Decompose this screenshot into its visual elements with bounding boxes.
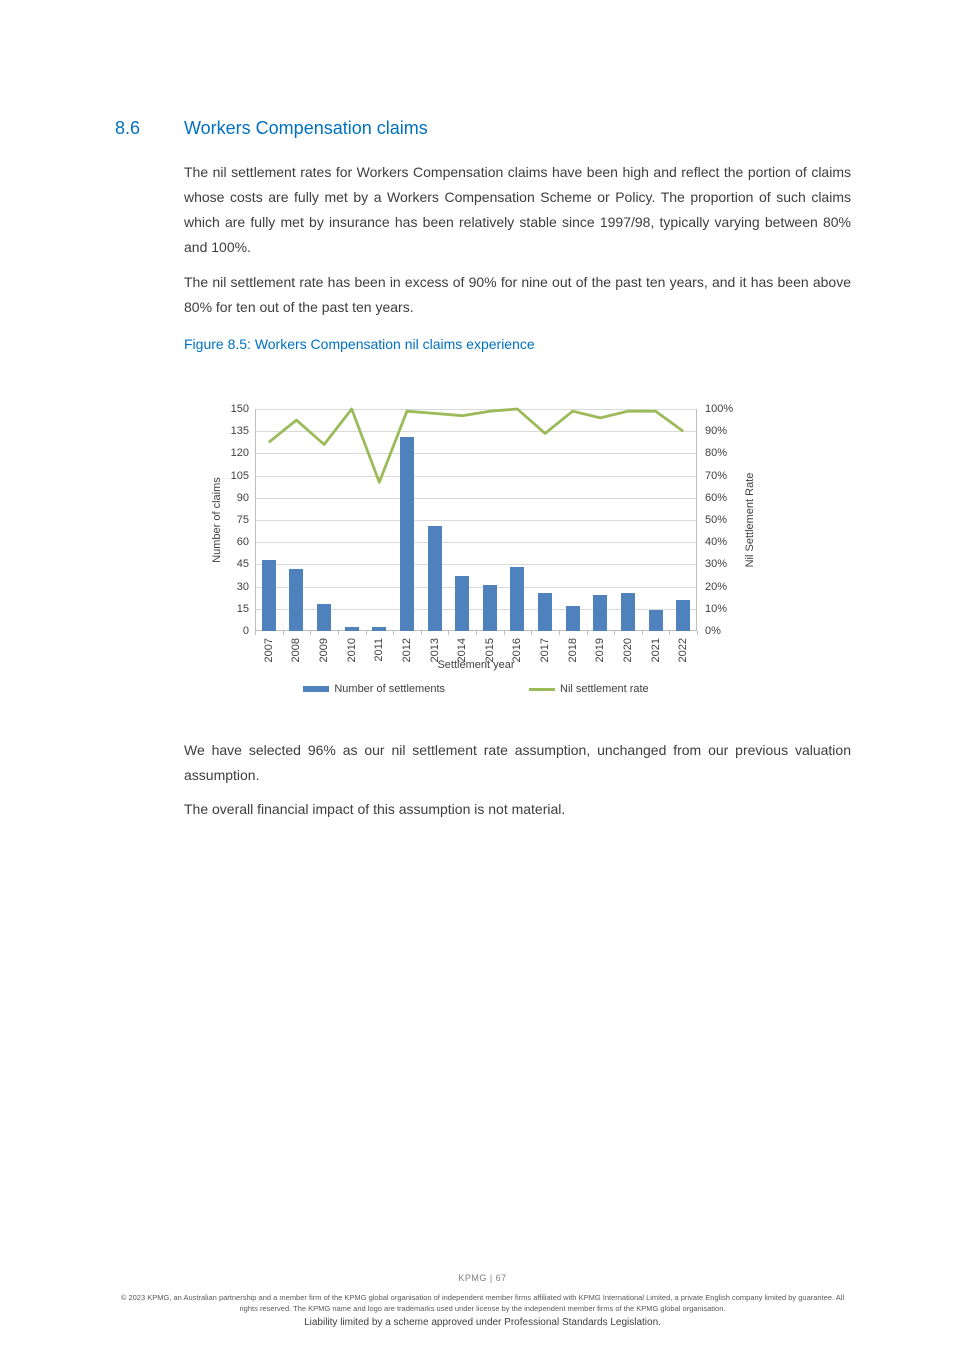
- x-tick-mark: [697, 631, 698, 635]
- legend-label: Nil settlement rate: [560, 683, 649, 695]
- left-axis-tick-label: 120: [230, 447, 249, 460]
- legend-swatch-bar-icon: [303, 686, 329, 692]
- copyright-notice: © 2023 KPMG, an Australian partnership and a member firm of the KPMG global organisation of independent member firms affiliated with KPMG International Limited, a private English company limited by guarantee. All rights reserved. The KPMG name and logo are trademarks used under license by the independent member firms of the KPMG global organisation.: [120, 1293, 845, 1313]
- x-tick-mark: [283, 631, 284, 635]
- x-tick-mark: [476, 631, 477, 635]
- paragraph-nil-rates: The nil settlement rates for Workers Compensation claims have been high and reflect the portion of claims whose costs are fully met by a Workers Compensation Scheme or Policy. The proportion of such claims which are fully met by insurance has been relatively stable since 1997/98, typically varying between 80% and 100%.: [184, 164, 851, 255]
- x-tick-label: 2008: [290, 638, 303, 663]
- legend-item: [529, 683, 649, 695]
- right-axis-tick-label: 50%: [705, 514, 728, 526]
- nil-rate-line: [255, 409, 697, 631]
- nil-claims-chart: [203, 397, 773, 712]
- left-axis-tick-label: 150: [230, 403, 249, 415]
- x-tick-mark: [310, 631, 311, 635]
- x-tick-label: 2018: [566, 638, 579, 663]
- x-tick-mark: [531, 631, 532, 635]
- right-axis-tick-label: 60%: [705, 491, 728, 504]
- left-axis-tick-label: 90: [236, 491, 249, 504]
- x-tick-mark: [255, 631, 256, 635]
- section-number: 8.6: [115, 118, 141, 138]
- left-axis-tick-label: 15: [236, 602, 249, 615]
- paragraph-excess-90: The nil settlement rate has been in excess of 90% for nine out of the past ten years, and it has been above 80% for ten out of the past ten years.: [184, 274, 851, 315]
- paragraph-impact: The overall financial impact of this assumption is not material.: [184, 801, 566, 817]
- x-tick-label: 2012: [400, 638, 413, 663]
- x-tick-mark: [448, 631, 449, 635]
- section-heading: [115, 117, 965, 139]
- x-tick-mark: [366, 631, 367, 635]
- paragraph-assumption: We have selected 96% as our nil settlement rate assumption, unchanged from our previous valuation assumption.: [184, 742, 851, 783]
- page-number: KPMG | 67: [458, 1273, 507, 1283]
- left-axis-tick-label: 0: [242, 625, 249, 637]
- x-tick-label: 2010: [345, 638, 358, 663]
- left-axis-tick-label: 45: [236, 558, 249, 571]
- x-tick-label: 2016: [511, 638, 524, 663]
- left-axis-tick-label: 105: [230, 469, 249, 482]
- x-tick-label: 2021: [649, 638, 662, 663]
- figure-caption: Figure 8.5: Workers Compensation nil claims experience: [184, 336, 535, 352]
- left-axis-tick-label: 135: [230, 425, 249, 438]
- x-tick-mark: [504, 631, 505, 635]
- right-axis-tick-label: 0%: [705, 625, 721, 637]
- left-axis-tick-label: 75: [236, 514, 249, 526]
- legend-item: [303, 683, 445, 695]
- chart-legend: [255, 683, 697, 695]
- x-tick-label: 2017: [539, 638, 552, 663]
- x-axis-title: Settlement year: [437, 659, 515, 671]
- legend-label: Number of settlements: [334, 683, 445, 695]
- right-axis-title: Nil Settlement Rate: [744, 472, 756, 568]
- right-axis-tick-label: 20%: [705, 580, 728, 593]
- right-axis-tick-label: 40%: [705, 536, 728, 549]
- x-tick-mark: [587, 631, 588, 635]
- page-footer: [0, 1273, 965, 1329]
- x-tick-label: 2013: [428, 638, 441, 663]
- x-tick-mark: [338, 631, 339, 635]
- x-tick-mark: [642, 631, 643, 635]
- x-tick-mark: [614, 631, 615, 635]
- right-axis-tick-label: 30%: [705, 558, 728, 571]
- right-axis-tick-label: 70%: [705, 469, 728, 482]
- x-tick-label: 2011: [373, 638, 386, 662]
- x-tick-mark: [393, 631, 394, 635]
- left-axis-tick-label: 30: [236, 580, 249, 593]
- right-axis-tick-label: 10%: [705, 602, 728, 615]
- right-axis-tick-label: 100%: [705, 403, 734, 415]
- left-axis-tick-label: 60: [236, 536, 249, 549]
- right-axis-tick-label: 90%: [705, 425, 728, 438]
- liability-notice: Liability limited by a scheme approved under Professional Standards Legislation.: [304, 1317, 661, 1328]
- x-tick-mark: [559, 631, 560, 635]
- left-axis-title: Number of claims: [211, 477, 223, 563]
- right-axis-tick-label: 80%: [705, 447, 728, 460]
- x-tick-label: 2020: [621, 638, 634, 663]
- x-tick-label: 2015: [483, 638, 496, 663]
- legend-swatch-line-icon: [529, 688, 555, 691]
- x-tick-label: 2014: [456, 638, 469, 663]
- x-tick-label: 2022: [677, 638, 690, 663]
- x-tick-label: 2009: [318, 638, 331, 663]
- section-title: Workers Compensation claims: [184, 118, 428, 138]
- x-tick-mark: [421, 631, 422, 635]
- x-tick-mark: [669, 631, 670, 635]
- x-tick-label: 2019: [594, 638, 607, 663]
- x-tick-label: 2007: [262, 638, 275, 663]
